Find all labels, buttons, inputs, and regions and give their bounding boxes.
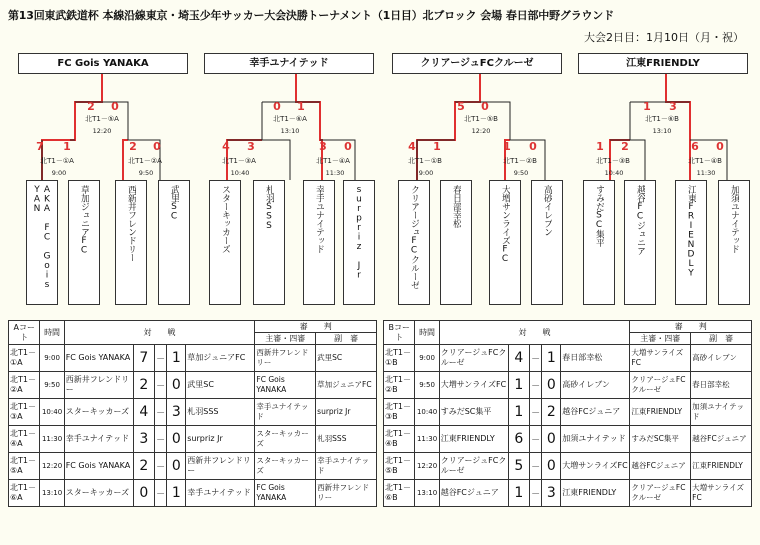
first-score: 1 [63,140,71,153]
match-label: 北T1－③A [222,157,256,165]
team-name: 江東FRIENDLY [686,185,696,278]
team-box [68,180,100,305]
match-time: 9:00 [418,169,434,177]
cell-time: 9:00 [415,345,439,372]
team-box [531,180,563,305]
cell-id: 北T1－②A [9,372,40,399]
team-name: 札羽SSS [264,185,274,231]
title-venue: 春日部中野グラウンド [505,9,614,22]
cell-home: スターキッカーズ [64,399,133,426]
cell-id: 北T1－②B [384,372,415,399]
cell-ref1: スターキッカーズ [255,426,316,453]
team-name: 武里SC [169,185,179,221]
first-score: 3 [247,140,255,153]
cell-home: 大増サンライズFC [439,372,508,399]
cell-time: 10:40 [415,399,439,426]
match-time: 13:10 [280,127,300,135]
first-score: 0 [529,140,537,153]
cell-home: 江東FRIENDLY [439,426,508,453]
team-box [158,180,190,305]
team-name: 加須ユナイテッド [729,185,739,253]
cell-ref2: 高砂イレブン [691,345,752,372]
cell-home: FC Gois YANAKA [64,453,133,480]
cell-dash: － [529,399,542,426]
cell-away: 西新井フレンドリー [186,453,255,480]
cell-home: スターキッカーズ [64,480,133,507]
cell-home: 幸手ユナイテッド [64,426,133,453]
table-row [384,345,752,372]
match-label: 北T1－⑥B [645,115,679,123]
first-score: 4 [408,140,416,153]
semi-score: 0 [481,100,489,113]
team-name: 越谷FCジュニア [635,185,645,255]
cell-dash: － [154,426,167,453]
first-score: 2 [621,140,629,153]
match-time: 12:20 [471,127,491,135]
cell-home: 越谷FCジュニア [439,480,508,507]
match-time: 11:30 [325,169,345,177]
team-name: すみだSC集平 [594,185,604,247]
cell-id: 北T1－⑤A [9,453,40,480]
cell-hs: 1 [508,372,529,399]
cell-home: FC Gois YANAKA [64,345,133,372]
first-score: 3 [319,140,327,153]
table-row [9,453,377,480]
match-label: 北T1－⑥A [273,115,307,123]
cell-ref1: 西新井フレンドリー [255,345,316,372]
cell-away: surpriz Jr [186,426,255,453]
cell-ref2: 草加ジュニアFC [316,372,377,399]
match-time: 9:50 [138,169,154,177]
cell-id: 北T1－⑥B [384,480,415,507]
cell-as: 1 [167,480,186,507]
cell-away: 春日部幸松 [561,345,630,372]
cell-id: 北T1－①B [384,345,415,372]
match-label: 北T1－④A [316,157,350,165]
table-row [9,372,377,399]
team-name: 幸手ユナイテッド [314,185,324,253]
match-time: 10:40 [230,169,250,177]
cell-dash: － [529,426,542,453]
cell-ref2: 江東FRIENDLY [691,453,752,480]
cell-id: 北T1－⑤B [384,453,415,480]
block-fc-gois-yanaka: FC Gois YANAKA [18,53,188,74]
cell-time: 9:50 [415,372,439,399]
match-time: 13:10 [652,127,672,135]
table-header [9,321,377,333]
match-label: 北T1－①A [40,157,74,165]
first-score: 0 [716,140,724,153]
cell-dash: － [154,480,167,507]
cell-ref1: 大増サンライズFC [630,345,691,372]
match-label: 北T1－①B [408,157,442,165]
semi-score: 1 [643,100,651,113]
cell-ref1: 江東FRIENDLY [630,399,691,426]
cell-hs: 1 [508,399,529,426]
h-ref-sub2: 副 審 [316,333,377,345]
first-score: 6 [691,140,699,153]
h-court: Bコート [384,321,415,345]
cell-time: 9:50 [40,372,64,399]
cell-time: 12:20 [40,453,64,480]
team-box [115,180,147,305]
block-clearage-fc: クリアージュFCクルーゼ [392,53,562,74]
team-box [343,180,375,305]
cell-ref1: FC Gois YANAKA [255,480,316,507]
table-row [384,372,752,399]
team-name: 草加ジュニアFC [79,185,89,255]
table-row [384,426,752,453]
table-row [9,399,377,426]
team-name: AKA FC Gois YAN [32,185,52,290]
team-box [718,180,750,305]
cell-as: 2 [542,399,561,426]
table-row [9,345,377,372]
cell-hs: 7 [133,345,154,372]
team-box [440,180,472,305]
cell-id: 北T1－⑥A [9,480,40,507]
cell-dash: － [154,399,167,426]
table-row [384,453,752,480]
first-score: 0 [153,140,161,153]
cell-as: 0 [542,453,561,480]
team-box [303,180,335,305]
first-score: 0 [344,140,352,153]
cell-hs: 2 [133,372,154,399]
cell-hs: 4 [133,399,154,426]
first-score: 4 [222,140,230,153]
cell-time: 11:30 [415,426,439,453]
table-header [384,321,752,333]
tournament-date: 大会2日目：1月10日（月・祝） [584,31,744,44]
title-tournament: 本線沿線東京・埼玉少年サッカー大会決勝トーナメント（1日目）北ブロック [102,9,477,22]
cell-home: クリアージュFCクルーゼ [439,453,508,480]
h-court: Aコート [9,321,40,345]
match-time: 11:30 [696,169,716,177]
team-name: クリアージュFCクルーゼ [409,185,419,289]
cell-time: 12:20 [415,453,439,480]
cell-away: 高砂イレブン [561,372,630,399]
cell-dash: － [154,372,167,399]
team-box [26,180,58,305]
semi-score: 5 [457,100,465,113]
cell-ref2: 加須ユナイテッド [691,399,752,426]
team-name: 大増サンライズFC [500,185,510,264]
cell-ref1: スターキッカーズ [255,453,316,480]
table-row [9,480,377,507]
cell-id: 北T1－④A [9,426,40,453]
semi-score: 2 [87,100,95,113]
h-time: 時間 [40,321,64,345]
team-box [624,180,656,305]
cell-as: 3 [542,480,561,507]
team-name: surpriz Jr [354,185,364,280]
h-ref: 審 判 [630,321,752,333]
cell-away: 加須ユナイテッド [561,426,630,453]
block-koto-friendly: 江東FRIENDLY [578,53,748,74]
cell-as: 1 [542,345,561,372]
cell-ref2: 大増サンライズFC [691,480,752,507]
match-time: 9:00 [51,169,67,177]
semi-score: 3 [669,100,677,113]
cell-as: 0 [167,372,186,399]
cell-hs: 2 [133,453,154,480]
cell-away: 幸手ユナイテッド [186,480,255,507]
match-label: 北T1－⑤B [464,115,498,123]
semi-score: 1 [297,100,305,113]
match-label: 北T1－④B [688,157,722,165]
cell-ref2: 越谷FCジュニア [691,426,752,453]
cell-as: 1 [167,345,186,372]
table-row [9,426,377,453]
cell-as: 0 [167,453,186,480]
match-label: 北T1－③B [596,157,630,165]
team-box [209,180,241,305]
semi-score: 0 [273,100,281,113]
cell-dash: － [154,453,167,480]
cell-ref2: 武里SC [316,345,377,372]
cell-away: 札羽SSS [186,399,255,426]
cell-dash: － [529,453,542,480]
first-score: 1 [433,140,441,153]
h-ref: 審 判 [255,321,377,333]
first-score: 1 [503,140,511,153]
table-row [384,480,752,507]
cell-id: 北T1－①A [9,345,40,372]
cell-away: 武里SC [186,372,255,399]
title-venue-label: 会場 [480,9,502,22]
cell-dash: － [529,480,542,507]
cell-hs: 0 [133,480,154,507]
match-time: 9:50 [513,169,529,177]
cell-time: 11:30 [40,426,64,453]
match-time: 12:20 [92,127,112,135]
cell-ref2: 春日部幸松 [691,372,752,399]
cell-ref1: 越谷FCジュニア [630,453,691,480]
cell-time: 13:10 [415,480,439,507]
match-time: 10:40 [604,169,624,177]
cell-ref2: surpriz Jr [316,399,377,426]
team-name: スターキッカーズ [220,185,230,253]
team-name: 高砂イレブン [542,185,552,236]
cell-dash: － [529,372,542,399]
cell-dash: － [529,345,542,372]
team-name: 春日部幸松 [451,185,461,228]
h-time: 時間 [415,321,439,345]
cell-as: 0 [542,426,561,453]
first-score: 7 [36,140,44,153]
cell-time: 10:40 [40,399,64,426]
cell-id: 北T1－③B [384,399,415,426]
h-ref-sub1: 主審・四審 [255,333,316,345]
match-label: 北T1－②A [128,157,162,165]
cell-home: クリアージュFCクルーゼ [439,345,508,372]
cell-as: 0 [167,426,186,453]
cell-hs: 4 [508,345,529,372]
team-box [398,180,430,305]
cell-hs: 5 [508,453,529,480]
team-box [489,180,521,305]
cell-ref2: 札羽SSS [316,426,377,453]
team-box [675,180,707,305]
cell-id: 北T1－③A [9,399,40,426]
cell-home: すみだSC集平 [439,399,508,426]
cell-ref1: 幸手ユナイテッド [255,399,316,426]
match-label: 北T1－⑤A [85,115,119,123]
cell-away: 江東FRIENDLY [561,480,630,507]
b-court-table [383,320,752,507]
cell-as: 0 [542,372,561,399]
cell-away: 大増サンライズFC [561,453,630,480]
match-label: 北T1－②B [503,157,537,165]
cell-hs: 3 [133,426,154,453]
team-name: 西新井フレンドリー [126,185,136,262]
team-box [253,180,285,305]
first-score: 2 [129,140,137,153]
cell-ref1: クリアージュFCクルーゼ [630,480,691,507]
h-match: 対 戦 [439,321,630,345]
cell-ref2: 幸手ユナイテッド [316,453,377,480]
cell-away: 草加ジュニアFC [186,345,255,372]
cell-ref1: クリアージュFCクルーゼ [630,372,691,399]
cell-hs: 6 [508,426,529,453]
cell-as: 3 [167,399,186,426]
cell-time: 9:00 [40,345,64,372]
semi-score: 0 [111,100,119,113]
cell-hs: 1 [508,480,529,507]
a-court-table [8,320,377,507]
first-score: 1 [596,140,604,153]
table-row [384,399,752,426]
team-box [583,180,615,305]
cell-dash: － [154,345,167,372]
block-satte-united: 幸手ユナイテッド [204,53,374,74]
cell-away: 越谷FCジュニア [561,399,630,426]
cell-home: 西新井フレンドリー [64,372,133,399]
h-match: 対 戦 [64,321,255,345]
title-cup: 第13回東武鉄道杯 [8,9,99,22]
h-ref-sub2: 副 審 [691,333,752,345]
cell-ref1: FC Gois YANAKA [255,372,316,399]
h-ref-sub1: 主審・四審 [630,333,691,345]
cell-id: 北T1－④B [384,426,415,453]
cell-ref1: すみだSC集平 [630,426,691,453]
cell-time: 13:10 [40,480,64,507]
cell-ref2: 西新井フレンドリー [316,480,377,507]
